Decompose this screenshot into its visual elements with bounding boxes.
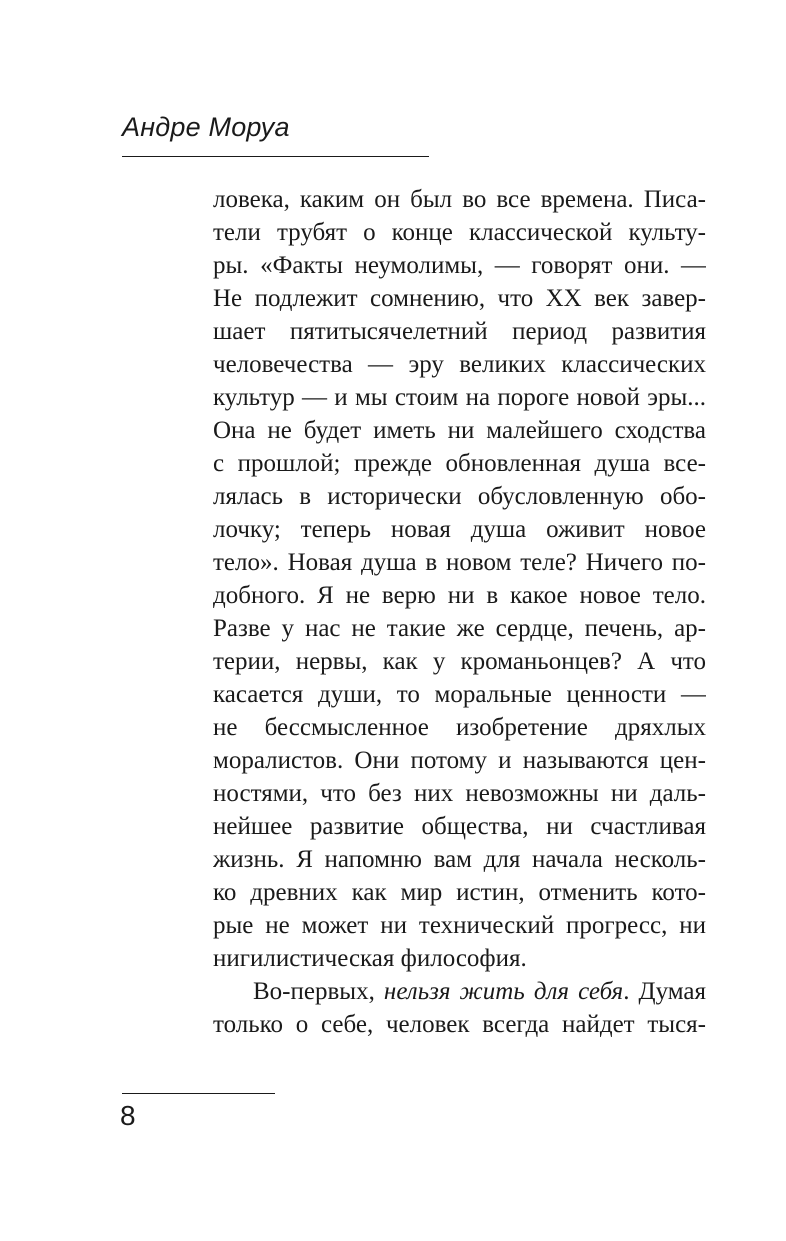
text-line: добного. Я не верю ни в какое новое тело. xyxy=(213,582,706,609)
text-line: тели трубят о конце классической культу- xyxy=(213,219,706,246)
page-number: 8 xyxy=(120,1100,136,1131)
text-line: рые не может ни технический прогресс, ни xyxy=(213,912,706,939)
text-line: ловека, каким он был во все времена. Писа- xyxy=(213,186,706,213)
paragraph-first-line xyxy=(213,975,706,1008)
text-line: только о себе, человек всегда найдет тыся- xyxy=(213,1011,706,1038)
text-line: не бессмысленное изобретение дряхлых xyxy=(213,714,706,741)
text-run: Во-первых, xyxy=(253,978,384,1005)
text-line: нигилистическая философия. xyxy=(213,945,527,972)
text-line: Она не будет иметь ни малейшего сходства xyxy=(213,417,706,444)
text-line: Не подлежит сомнению, что XX век завер- xyxy=(213,285,706,312)
text-line: нейшее развитие общества, ни счастливая xyxy=(213,813,706,840)
footer-rule xyxy=(122,1093,275,1094)
text-run: . Думая xyxy=(623,978,706,1005)
text-line: с прошлой; прежде обновленная душа все- xyxy=(213,450,706,477)
text-line: жизнь. Я напомню вам для начала несколь- xyxy=(213,846,706,873)
emphasis-text: нельзя жить для себя xyxy=(383,978,624,1005)
text-line: касается души, то моральные ценности — xyxy=(213,681,706,708)
text-line: ко древних как мир истин, отменить кото- xyxy=(213,879,706,906)
header-rule xyxy=(122,156,429,157)
text-line: человечества — эру великих классических xyxy=(213,351,706,378)
text-line: культур — и мы стоим на пороге новой эры... xyxy=(213,384,706,411)
text-line: моралистов. Они потому и называются цен- xyxy=(213,747,706,774)
body-text xyxy=(213,183,706,1041)
text-line: терии, нервы, как у кроманьонцев? А что xyxy=(213,648,706,675)
text-line: шает пятитысячелетний период развития xyxy=(213,318,706,345)
text-line: ностями, что без них невозможны ни даль- xyxy=(213,780,706,807)
text-line: тело». Новая душа в новом теле? Ничего по- xyxy=(213,549,706,576)
text-line: лочку; теперь новая душа оживит новое xyxy=(213,516,706,543)
text-line: лялась в исторически обусловленную обо- xyxy=(213,483,706,510)
text-line: ры. «Факты неумолимы, — говорят они. — xyxy=(213,252,706,279)
running-head: Андре Моруа xyxy=(122,112,290,142)
text-line: Разве у нас не такие же сердце, печень, ар- xyxy=(213,615,706,642)
